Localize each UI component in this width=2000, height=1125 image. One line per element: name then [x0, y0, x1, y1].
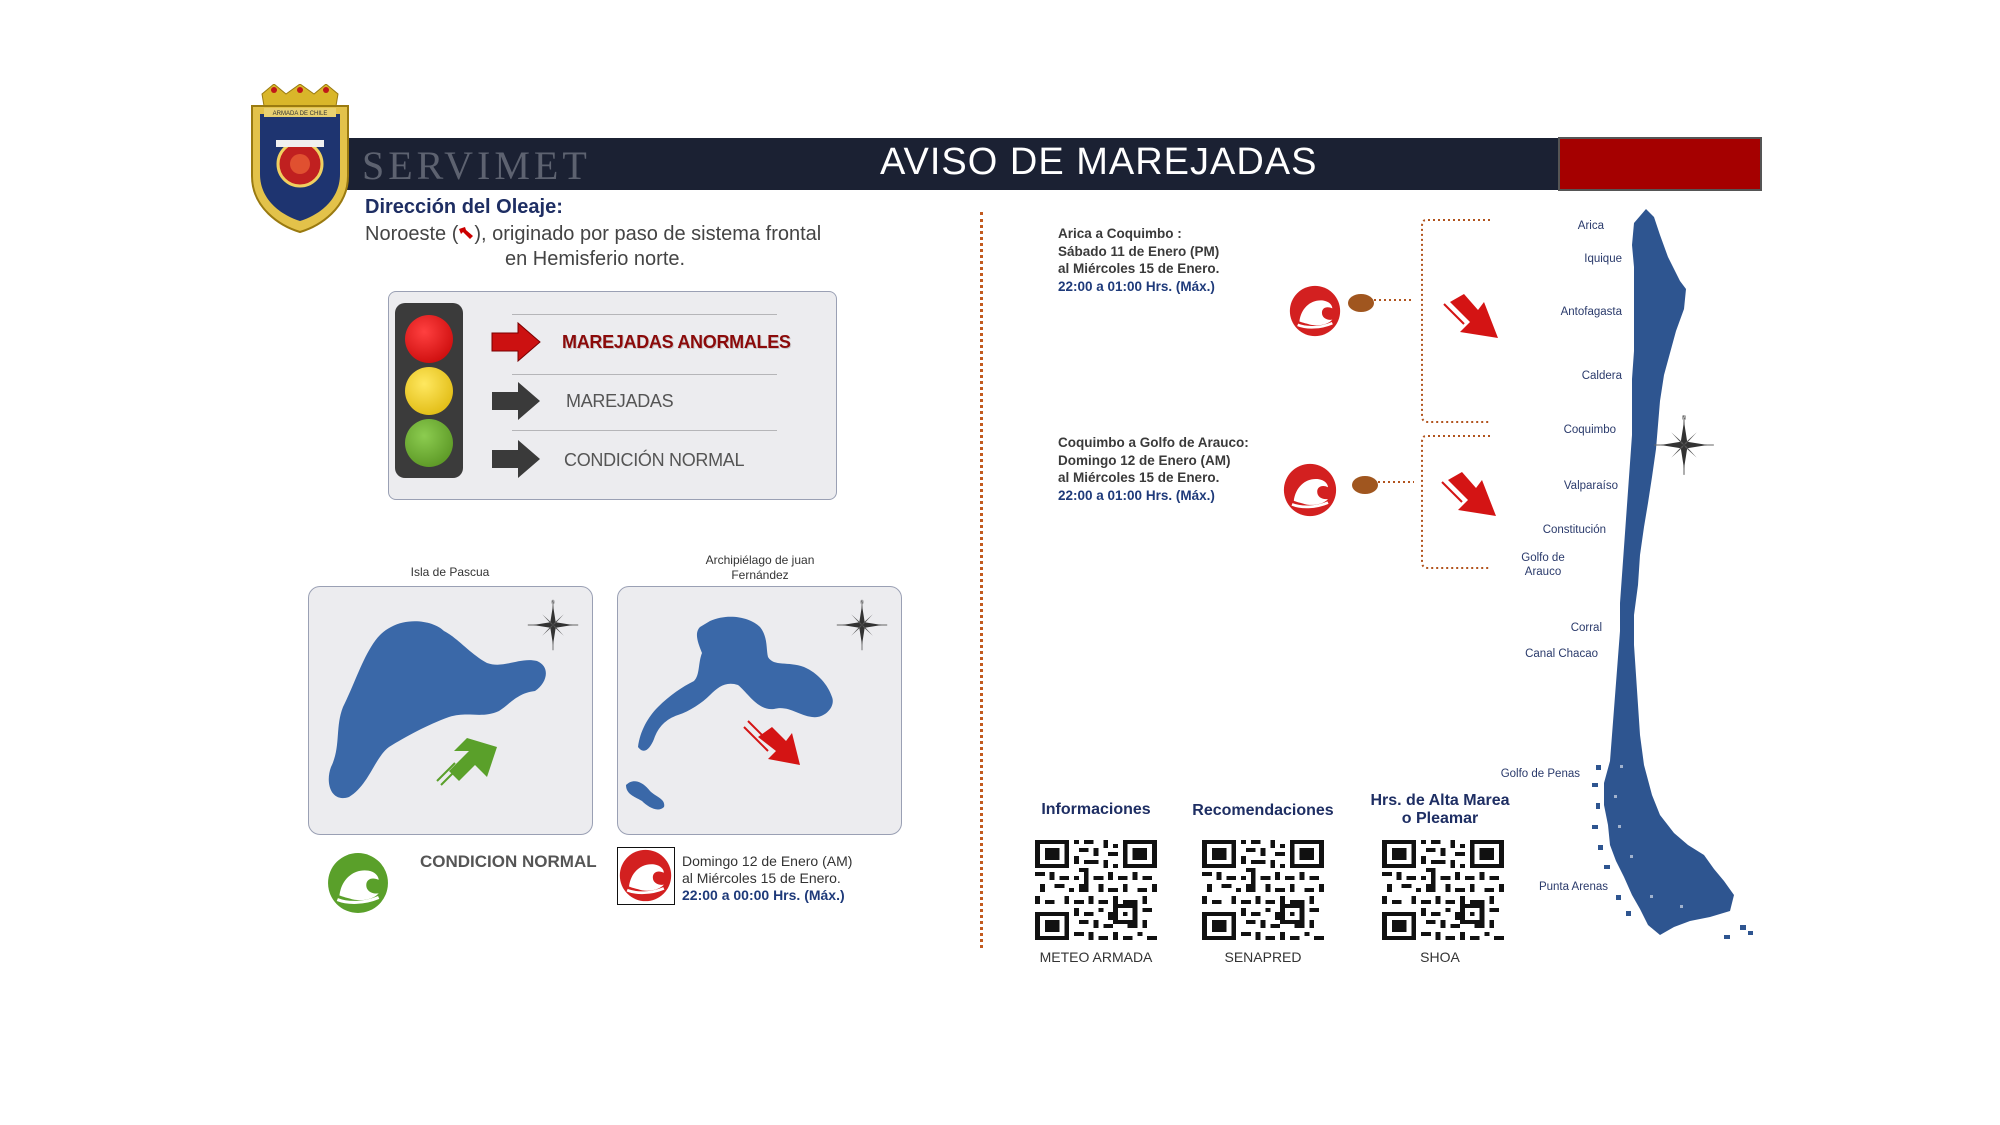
- qr-heading-informaciones: Informaciones: [1041, 801, 1151, 818]
- wave-direction-text-line2: en Hemisferio norte.: [505, 248, 686, 270]
- map-label-canal-chacao: Canal Chacao: [1525, 648, 1598, 660]
- qr-code-meteo-armada[interactable]: [1035, 840, 1157, 940]
- notice-coquimbo-arauco: [1058, 434, 1298, 504]
- isla-pascua-panel: [308, 586, 593, 835]
- wave-direction-text: [365, 222, 925, 272]
- red-arrow-icon: [744, 721, 800, 765]
- wave-red-icon-frame: [617, 847, 675, 905]
- red-arrow-icon: [1440, 470, 1500, 522]
- map-label-coquimbo: Coquimbo: [1563, 424, 1616, 436]
- map-label-corral: Corral: [1570, 622, 1602, 634]
- compass-rose-icon: [1654, 415, 1714, 475]
- qr-heading-alta-marea: [1355, 792, 1525, 828]
- map-label-punta-arenas: Punta Arenas: [1538, 881, 1608, 893]
- section-divider: [980, 212, 983, 948]
- legend-label-normal: CONDICIÓN NORMAL: [564, 450, 745, 470]
- legend-arrow-gray-icon: [490, 438, 542, 480]
- notice-2-line3: al Miércoles 15 de Enero.: [1058, 470, 1220, 485]
- notice-2-line1: Coquimbo a Golfo de Arauco:: [1058, 435, 1249, 450]
- green-arrow-icon: [437, 738, 497, 785]
- compass-rose-icon: [528, 599, 578, 650]
- northwest-arrow-icon: [458, 226, 474, 242]
- qr-heading-alta-marea-line2: o Pleamar: [1401, 810, 1479, 827]
- wave-red-icon: [618, 848, 673, 903]
- isla-pascua-map: [309, 587, 593, 835]
- legend-arrow-red-icon: [490, 321, 542, 363]
- legend-divider: [512, 374, 777, 375]
- juan-fernandez-caption-line1: Archipiélago de juan: [705, 553, 815, 567]
- notice-1-time: 22:00 a 01:00 Hrs. (Máx.): [1058, 278, 1215, 294]
- green-lamp: [405, 419, 453, 467]
- qr-code-shoa[interactable]: [1382, 840, 1504, 940]
- notice-1-line1: Arica a Coquimbo :: [1058, 226, 1182, 241]
- map-label-golfo-arauco-line1: Golfo de: [1521, 552, 1565, 564]
- qr-footer-meteo-armada: METEO ARMADA: [1039, 949, 1153, 965]
- wave-red-icon: [1283, 463, 1337, 517]
- qr-heading-alta-marea-line1: Hrs. de Alta Marea: [1370, 792, 1510, 809]
- juan-fernandez-panel: [617, 586, 902, 835]
- normal-condition-label: CONDICION NORMAL: [420, 852, 597, 871]
- legend-divider: [512, 314, 777, 315]
- wave-direction-text-after: ), originado por paso de sistema frontal: [474, 223, 822, 245]
- map-label-constitucion: Constitución: [1542, 524, 1606, 536]
- wave-direction-text-before: Noroeste (: [365, 223, 459, 245]
- legend-label-swells: MAREJADAS: [566, 391, 674, 411]
- map-label-valparaiso: Valparaíso: [1563, 480, 1618, 492]
- brand-name: SERVIMET: [362, 143, 591, 188]
- page-title: AVISO DE MAREJADAS ANORMALES: [880, 141, 1318, 226]
- jf-notice-line2: al Miércoles 15 de Enero.: [682, 870, 841, 886]
- svg-text:ARMADA DE CHILE: ARMADA DE CHILE: [272, 111, 328, 117]
- legend-divider: [512, 430, 777, 431]
- yellow-lamp: [405, 367, 453, 415]
- legend-label-abnormal: MAREJADAS ANORMALES: [562, 332, 791, 352]
- notice-2-time: 22:00 a 01:00 Hrs. (Máx.): [1058, 487, 1215, 503]
- map-label-golfo-penas: Golfo de Penas: [1500, 768, 1580, 780]
- qr-footer-shoa: SHOA: [1420, 949, 1460, 965]
- wave-direction-title: Dirección del Oleaje:: [365, 196, 563, 218]
- navy-crest-logo: [248, 84, 352, 234]
- jf-notice-time: 22:00 a 00:00 Hrs. (Máx.): [682, 887, 845, 903]
- notice-arica-coquimbo: [1058, 225, 1288, 295]
- jf-notice-line1: Domingo 12 de Enero (AM): [682, 853, 853, 869]
- red-lamp: [405, 315, 453, 363]
- notice-2-line2: Domingo 12 de Enero (AM): [1058, 452, 1231, 468]
- wave-green-icon: [327, 852, 389, 914]
- map-label-golfo-arauco-line2: Arauco: [1524, 566, 1562, 578]
- qr-footer-senapred: SENAPRED: [1224, 949, 1302, 965]
- map-label-golfo-arauco: [1488, 551, 1598, 579]
- compass-rose-icon: [837, 599, 887, 650]
- qr-heading-recomendaciones: Recomendaciones: [1192, 802, 1334, 819]
- map-label-arica: Arica: [1577, 220, 1604, 232]
- juan-fernandez-caption-line2: Fernández: [731, 568, 789, 582]
- juan-fernandez-notice: [682, 853, 912, 904]
- juan-fernandez-map: [618, 587, 902, 835]
- red-arrow-icon: [1442, 292, 1502, 344]
- isla-pascua-caption: Isla de Pascua: [410, 565, 490, 579]
- traffic-light-icon: [395, 303, 463, 478]
- wave-red-icon: [1289, 285, 1341, 337]
- qr-code-senapred[interactable]: [1202, 840, 1324, 940]
- map-label-antofagasta: Antofagasta: [1560, 306, 1622, 318]
- juan-fernandez-caption: [680, 553, 840, 583]
- notice-1-line2: Sábado 11 de Enero (PM): [1058, 243, 1220, 259]
- alert-color-block: [1558, 137, 1762, 191]
- map-label-iquique: Iquique: [1584, 253, 1622, 265]
- region-brackets: [1370, 210, 1510, 580]
- legend-arrow-gray-icon: [490, 380, 542, 422]
- map-label-caldera: Caldera: [1581, 370, 1622, 382]
- notice-1-line3: al Miércoles 15 de Enero.: [1058, 261, 1220, 276]
